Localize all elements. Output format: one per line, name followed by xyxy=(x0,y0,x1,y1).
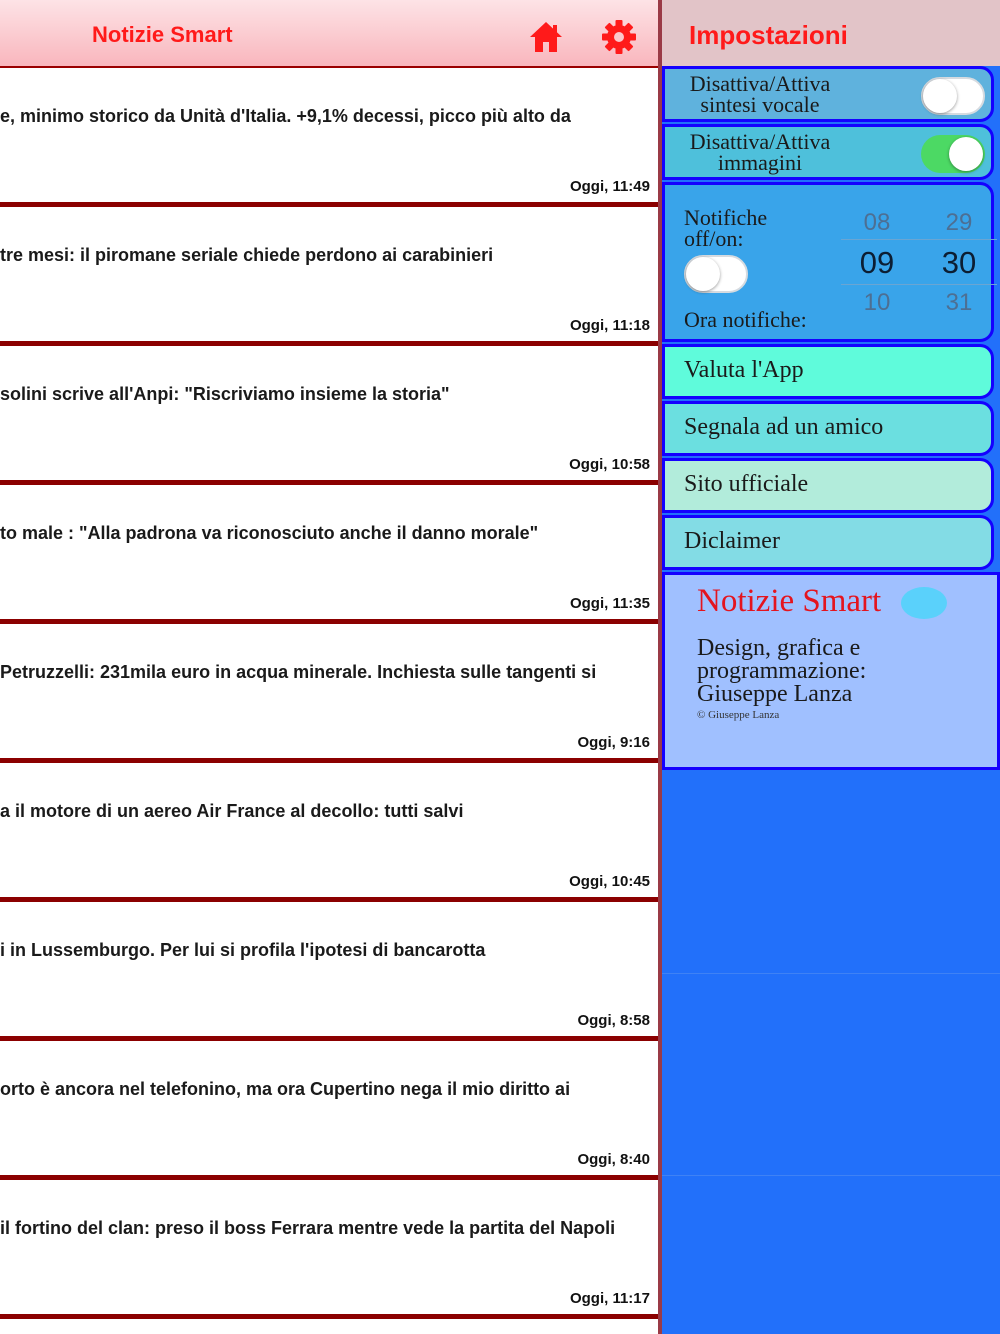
about-copyright: © Giuseppe Lanza xyxy=(697,709,780,721)
news-item[interactable] xyxy=(0,624,660,763)
disclaimer-button[interactable] xyxy=(662,515,994,570)
rate-app-button[interactable] xyxy=(662,344,994,399)
news-headline: tre mesi: il piromane seriale chiede perdono ai carabinieri xyxy=(0,245,494,265)
news-item[interactable] xyxy=(0,346,660,485)
news-item[interactable] xyxy=(0,1041,660,1180)
picker-selection-line xyxy=(841,284,997,285)
settings-header xyxy=(662,0,1000,66)
images-label-text: Disattiva/Attiva immagini xyxy=(689,129,831,175)
news-headline: il fortino del clan: preso il boss Ferrara mentre vede la partita del Napoli xyxy=(0,1218,616,1238)
voice-toggle-label xyxy=(665,73,855,115)
news-time: Oggi, 11:18 xyxy=(569,317,650,334)
settings-title: Impostazioni xyxy=(689,20,848,50)
news-time: Oggi, 8:58 xyxy=(577,1012,650,1029)
time-picker[interactable] xyxy=(841,201,997,331)
news-time: Oggi, 11:17 xyxy=(569,1290,650,1307)
picker-minute-selected: 30 xyxy=(941,245,977,280)
news-time: Oggi, 11:49 xyxy=(569,178,650,195)
voice-toggle-card xyxy=(662,66,994,122)
notifications-label: Notifiche off/on: xyxy=(684,205,768,251)
images-toggle-label xyxy=(665,131,855,173)
notifications-card xyxy=(662,182,994,342)
app-title: Notizie Smart xyxy=(92,22,233,47)
news-headline: to male : "Alla padrona va riconosciuto anche il danno morale" xyxy=(0,523,539,543)
news-headline: i in Lussemburgo. Per lui si profila l'ipotesi di bancarotta xyxy=(0,940,486,960)
news-header xyxy=(0,0,662,68)
news-item[interactable] xyxy=(0,207,660,346)
picker-hour: 10 xyxy=(863,289,891,316)
news-time: Oggi, 9:16 xyxy=(577,734,650,751)
about-title: Notizie Smart xyxy=(697,583,882,619)
news-headline: e, minimo storico da Unità d'Italia. +9,1% decessi, picco più alto da xyxy=(0,106,571,126)
news-item[interactable] xyxy=(0,485,660,624)
images-toggle-card xyxy=(662,124,994,180)
home-button[interactable] xyxy=(528,20,564,54)
settings-pane xyxy=(662,0,1000,1334)
switch-knob xyxy=(923,79,957,113)
rate-app-label: Valuta l'App xyxy=(684,357,804,383)
images-switch[interactable] xyxy=(921,135,985,173)
switch-knob xyxy=(949,137,983,171)
share-label: Segnala ad un amico xyxy=(684,414,884,440)
news-item[interactable] xyxy=(0,763,660,902)
voice-switch[interactable] xyxy=(921,77,985,115)
notification-time-label: Ora notifiche: xyxy=(684,307,807,332)
logo-blob-icon xyxy=(901,587,947,619)
about-credits: Design, grafica e programmazione: Giuseppe Lanza xyxy=(697,635,867,707)
voice-label-text: Disattiva/Attiva sintesi vocale xyxy=(689,71,831,117)
news-headline: orto è ancora nel telefonino, ma ora Cupertino nega il mio diritto ai xyxy=(0,1079,571,1099)
gear-icon xyxy=(600,18,638,56)
notifications-switch[interactable] xyxy=(684,255,748,293)
disclaimer-label: Diclaimer xyxy=(684,528,780,554)
news-item[interactable] xyxy=(0,902,660,1041)
home-icon xyxy=(528,20,564,54)
picker-hour: 08 xyxy=(863,209,891,236)
news-headline: solini scrive all'Anpi: "Riscriviamo insieme la storia" xyxy=(0,384,450,404)
picker-selection-line xyxy=(841,239,997,240)
news-time: Oggi, 11:35 xyxy=(569,595,650,612)
picker-hour-selected: 09 xyxy=(859,245,895,280)
news-headline: Petruzzelli: 231mila euro in acqua minerale. Inchiesta sulle tangenti si xyxy=(0,662,597,682)
picker-minute: 31 xyxy=(945,289,973,316)
about-card xyxy=(662,572,1000,770)
row-separator xyxy=(662,1175,1000,1176)
row-separator xyxy=(662,973,1000,974)
news-item[interactable] xyxy=(0,68,660,207)
picker-minute: 29 xyxy=(945,209,973,236)
news-time: Oggi, 10:45 xyxy=(569,873,650,890)
settings-button[interactable] xyxy=(600,18,638,56)
news-item[interactable] xyxy=(0,1180,660,1319)
switch-knob xyxy=(686,257,720,291)
news-time: Oggi, 8:40 xyxy=(577,1151,650,1168)
official-site-label: Sito ufficiale xyxy=(684,471,809,497)
news-headline: a il motore di un aereo Air France al decollo: tutti salvi xyxy=(0,801,464,821)
news-time: Oggi, 10:58 xyxy=(569,456,650,473)
share-button[interactable] xyxy=(662,401,994,456)
news-list xyxy=(0,68,660,1319)
official-site-button[interactable] xyxy=(662,458,994,513)
